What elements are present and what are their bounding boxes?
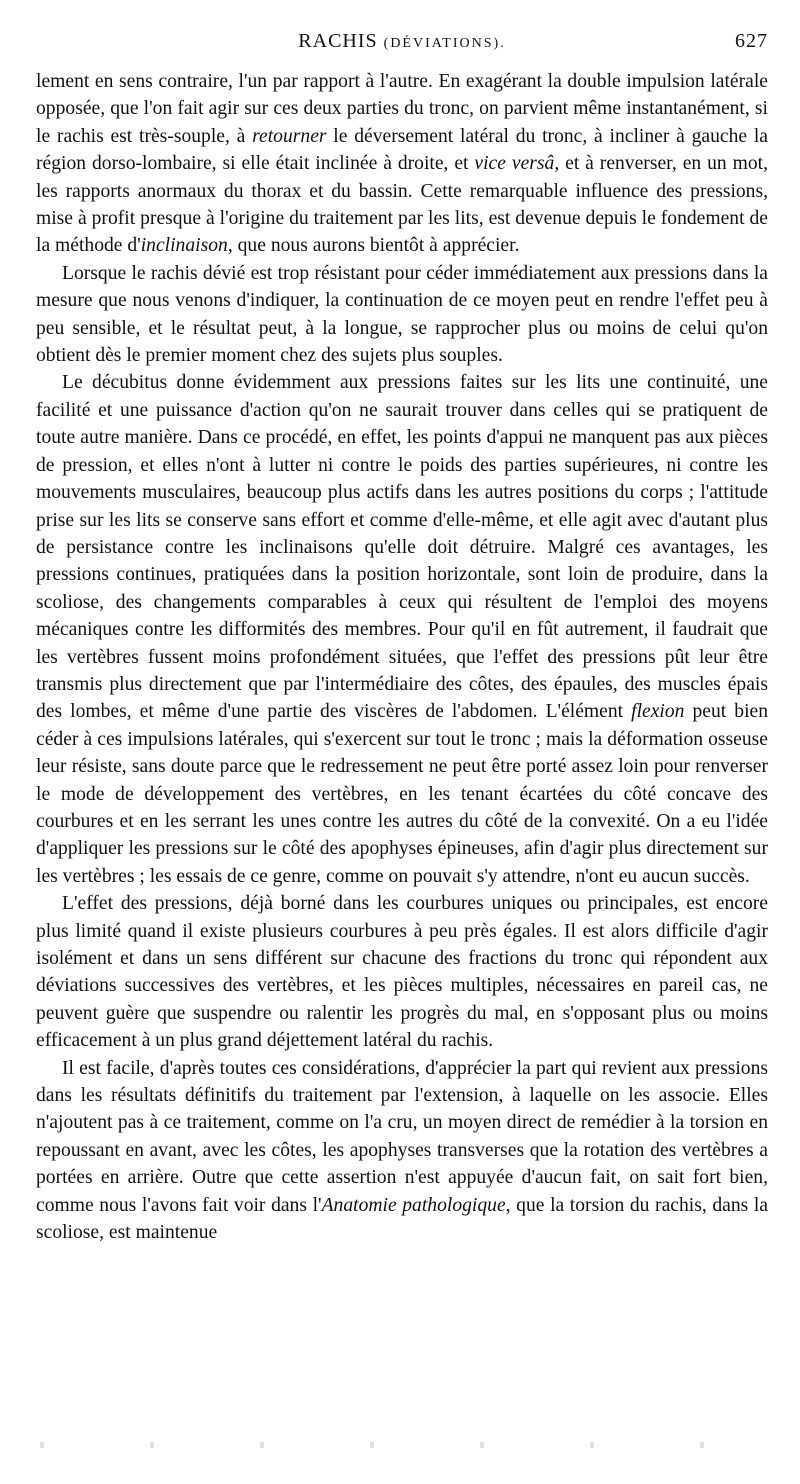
bottom-smudge (0, 1442, 800, 1448)
italic-text: retourner (252, 125, 327, 147)
paragraph (36, 68, 768, 260)
text-run: L'effet des pressions, déjà borné dans les courbures uniques ou principales, est encore plus limité quand il existe plusieurs courbures à peu près égales. Il est alors difficile d'agir isolément et dans un sens différent sur chacune des fractions du tronc qui répondent aux déviations successives des vertèbres, et les pièces multiples, nécessaires en pareil cas, ne peuvent guère que suspendre ou ralentir les progrès du mal, en s'opposant plus ou moins efficacement à un plus grand déjettement latéral du rachis. (36, 893, 768, 1052)
running-title-sub: (DÉVIATIONS). (383, 36, 506, 51)
page-number: 627 (735, 30, 768, 52)
running-title (36, 30, 768, 53)
body-text (36, 68, 768, 1246)
text-run: , que la torsion du rachis, dans la scoliose, est maintenue (36, 1194, 768, 1244)
paragraph (36, 369, 768, 890)
italic-text: inclinaison (140, 235, 228, 257)
text-run: , que nous aurons bientôt à apprécier. (227, 235, 520, 257)
text-run: Il est facile, d'après toutes ces considérations, d'apprécier la part qui revient aux pressions dans les résultats définitifs du traitement par l'extension, à laquelle on les associe. Elles n'ajoutent pas à ce traitement, comme on l'a cru, un moyen direct de remédier à la torsion en repoussant en avant, avec les côtes, les apophyses transverses que la rotation des vertèbres a portées en arrière. Outre que cette assertion n'est appuyée d'aucun fait, on sait fort bien, comme nous l'avons fait voir dans l' (36, 1057, 768, 1216)
text-run: Lorsque le rachis dévié est trop résistant pour céder immédiatement aux pressions dans la mesure que nous venons d'indiquer, la continuation de ce moyen peut en rendre l'effet peu à peu sensible, et le résultat peut, à la longue, se rapprocher plus ou moins de celui qu'on obtient dès le premier moment chez des sujets plus souples. (36, 262, 768, 367)
running-title-main: RACHIS (298, 30, 378, 52)
italic-text: Anatomie pathologique (321, 1194, 506, 1216)
paragraph (36, 1055, 768, 1247)
italic-text: vice versâ (474, 153, 555, 175)
paragraph (36, 260, 768, 370)
text-run: peut bien céder à ces impulsions latérales, qui s'exercent sur tout le tronc ; mais la déformation osseuse leur résiste, sans doute parce que le redressement ne peut être porté assez loin pour renverser le mode de développement des vertèbres, en les tenant écartées du côté concave des courbures et en les serrant les unes contre les autres du côté de la convexité. On a eu l'idée d'appliquer les pressions sur le côté des apophyses épineuses, afin d'agir plus directement sur les vertèbres ; les essais de ce genre, comme on pouvait s'y attendre, n'ont eu aucun succès. (36, 701, 769, 887)
text-run: , et à renverser, en un mot, les rapports anormaux du thorax et du bassin. Cette remarquable influence des pressions, mise à profit presque à l'origine du traitement par les lits, est devenue depuis le fondement de la méthode d' (36, 153, 768, 257)
italic-text: flexion (631, 701, 685, 723)
text-run: lement en sens contraire, l'un par rapport à l'autre. En exagérant la double impulsion latérale opposée, que l'on fait agir sur ces deux parties du tronc, on parvient même instantanément, si le rachis est très-souple, à (36, 71, 768, 147)
text-run: le déversement latéral du tronc, à incliner à gauche la région dorso-lombaire, si elle était inclinée à droite, et (36, 125, 768, 175)
text-run: Le décubitus donne évidemment aux pressions faites sur les lits une continuité, une facilité et une puissance d'action qu'on ne saurait trouver dans celles qui se pratiquent de toute autre manière. Dans ce procédé, en effet, les points d'appui ne manquent pas aux pièces de pression, et elles n'ont à lutter ni contre le poids des parties supérieures, ni contre les mouvements musculaires, beaucoup plus actifs dans les autres positions du corps ; l'attitude prise sur les lits se conserve sans effort et comme d'elle-même, et elle agit avec d'autant plus de persistance contre les inclinaisons qu'elle doit détruire. Malgré ces avantages, les pressions continues, pratiquées dans la position horizontale, sont loin de produire, dans la scoliose, des changements comparables à ceux qui résultent de l'emploi des moyens mécaniques contre les difformités des membres. Pour qu'il en fût autrement, il faudrait que les vertèbres fussent moins profondément situées, que l'effet des pressions pût leur être transmis plus directement que par l'intermédiaire des côtes, des épaules, des muscles épais des lombes, et même d'une partie des viscères de l'abdomen. L'élément (36, 372, 768, 723)
paragraph (36, 890, 768, 1054)
running-head (36, 30, 768, 58)
